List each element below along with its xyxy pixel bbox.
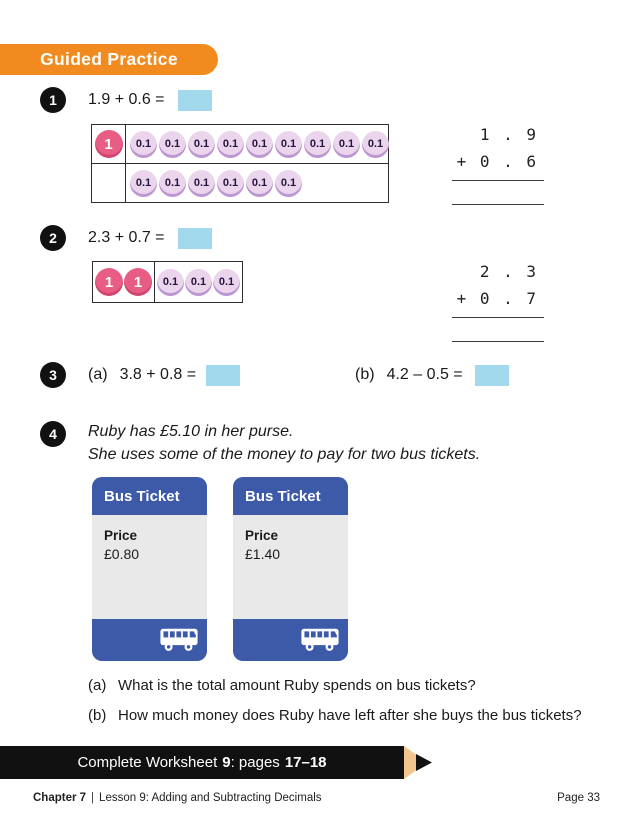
q1-answer-box[interactable] xyxy=(178,90,212,111)
tenth-disc: 0.1 xyxy=(333,131,360,158)
q2-answer-box[interactable] xyxy=(178,228,212,249)
footer-lesson: Lesson 9: Adding and Subtracting Decimals xyxy=(99,792,322,804)
worksheet-number: 9 xyxy=(222,754,231,771)
footer-page-number: Page 33 xyxy=(557,792,600,804)
q2-expression: 2.3 + 0.7 = xyxy=(88,229,165,246)
worksheet-text: : pages xyxy=(230,754,280,771)
answer-line xyxy=(452,204,544,205)
question-number-badge: 4 xyxy=(40,421,66,447)
price-value: £0.80 xyxy=(104,546,140,562)
worksheet-pages: 17–18 xyxy=(284,754,327,771)
answer-line xyxy=(452,180,544,181)
ticket-footer xyxy=(92,619,207,661)
question-1-row xyxy=(40,87,212,113)
q1-ones-cell xyxy=(92,125,126,163)
ticket-body xyxy=(233,515,348,619)
question-2-row xyxy=(40,225,212,251)
q1-ones-cell-empty xyxy=(92,164,126,202)
q3b-answer-box[interactable] xyxy=(475,365,509,386)
tenth-disc: 0.1 xyxy=(275,131,302,158)
tenth-disc: 0.1 xyxy=(213,269,240,296)
question-number-badge: 1 xyxy=(40,87,66,113)
question-3-row-a xyxy=(40,362,240,388)
tenth-disc: 0.1 xyxy=(159,131,186,158)
tenth-disc: 0.1 xyxy=(130,170,157,197)
question-number-badge: 3 xyxy=(40,362,66,388)
q4-story-line1: Ruby has £5.10 in her purse. xyxy=(88,423,294,440)
footer-left xyxy=(33,792,322,804)
q2-column-top: 2 . 3 xyxy=(479,262,538,281)
one-disc: 1 xyxy=(95,130,123,158)
q3a-expression: 3.8 + 0.8 = xyxy=(119,366,197,383)
q1-column-top: 1 . 9 xyxy=(479,125,538,144)
footer-divider: | xyxy=(91,792,95,804)
page-footer xyxy=(0,792,633,804)
tenth-disc: 0.1 xyxy=(157,269,184,296)
q1-tenths-cell-row2 xyxy=(126,170,388,197)
price-label: Price xyxy=(245,528,279,543)
ticket-footer xyxy=(233,619,348,661)
q4b-text: How much money does Ruby have left after she buys the bus tickets? xyxy=(118,707,582,724)
bus-icon xyxy=(160,628,198,652)
q1-column-bottom: + 0 . 6 xyxy=(456,152,538,171)
tenth-disc: 0.1 xyxy=(217,131,244,158)
bus-icon xyxy=(301,628,339,652)
question-3-row-b xyxy=(355,362,509,388)
pencil-tip-icon xyxy=(416,754,432,771)
tenth-disc: 0.1 xyxy=(130,131,157,158)
q4-story xyxy=(88,420,480,466)
bus-ticket-card-2 xyxy=(233,477,348,661)
bus-ticket-card-1 xyxy=(92,477,207,661)
tenth-disc: 0.1 xyxy=(185,269,212,296)
guided-practice-banner xyxy=(0,44,218,75)
tenth-disc: 0.1 xyxy=(246,131,273,158)
q3b-expression: 4.2 – 0.5 = xyxy=(386,366,463,383)
tenth-disc: 0.1 xyxy=(217,170,244,197)
worksheet-banner xyxy=(0,746,404,779)
q4a-label: (a) xyxy=(88,677,107,694)
footer-chapter: Chapter 7 xyxy=(33,792,87,804)
q4a-text: What is the total amount Ruby spends on bus tickets? xyxy=(118,677,476,694)
q4-part-b xyxy=(88,707,582,724)
tenth-disc: 0.1 xyxy=(188,131,215,158)
q1-expression: 1.9 + 0.6 = xyxy=(88,91,165,108)
bus-tickets xyxy=(92,477,348,661)
q3a-label: (a) xyxy=(88,366,108,383)
q2-disc-box xyxy=(92,261,243,303)
ticket-body xyxy=(92,515,207,619)
q1-table-row-2 xyxy=(92,163,388,202)
ticket-title: Bus Ticket xyxy=(233,477,348,515)
tenth-disc: 0.1 xyxy=(362,131,389,158)
answer-line xyxy=(452,341,544,342)
q3b-label: (b) xyxy=(355,366,375,383)
q1-tenths-cell-row1 xyxy=(126,131,389,158)
price-label: Price xyxy=(104,528,138,543)
q2-column-bottom: + 0 . 7 xyxy=(456,289,538,308)
q2-column-addition xyxy=(452,258,544,342)
question-4-badge-row xyxy=(40,421,66,447)
q4-part-a xyxy=(88,677,476,694)
tenth-disc: 0.1 xyxy=(275,170,302,197)
answer-line xyxy=(452,317,544,318)
q1-column-addition xyxy=(452,121,544,205)
price-value: £1.40 xyxy=(245,546,281,562)
tenth-disc: 0.1 xyxy=(188,170,215,197)
guided-practice-title: Guided Practice xyxy=(40,49,178,69)
q4b-label: (b) xyxy=(88,707,107,724)
q1-table-row-1 xyxy=(92,125,388,163)
ticket-title: Bus Ticket xyxy=(92,477,207,515)
q2-tenths-cell xyxy=(155,262,242,302)
one-disc: 1 xyxy=(124,268,152,296)
one-disc: 1 xyxy=(95,268,123,296)
q2-ones-cell xyxy=(93,262,155,302)
tenth-disc: 0.1 xyxy=(159,170,186,197)
q3a-answer-box[interactable] xyxy=(206,365,240,386)
q4-story-line2: She uses some of the money to pay for two bus tickets. xyxy=(88,446,481,463)
tenth-disc: 0.1 xyxy=(304,131,331,158)
tenth-disc: 0.1 xyxy=(246,170,273,197)
q1-place-value-table xyxy=(91,124,389,203)
worksheet-text: Complete Worksheet xyxy=(77,754,218,771)
question-number-badge: 2 xyxy=(40,225,66,251)
